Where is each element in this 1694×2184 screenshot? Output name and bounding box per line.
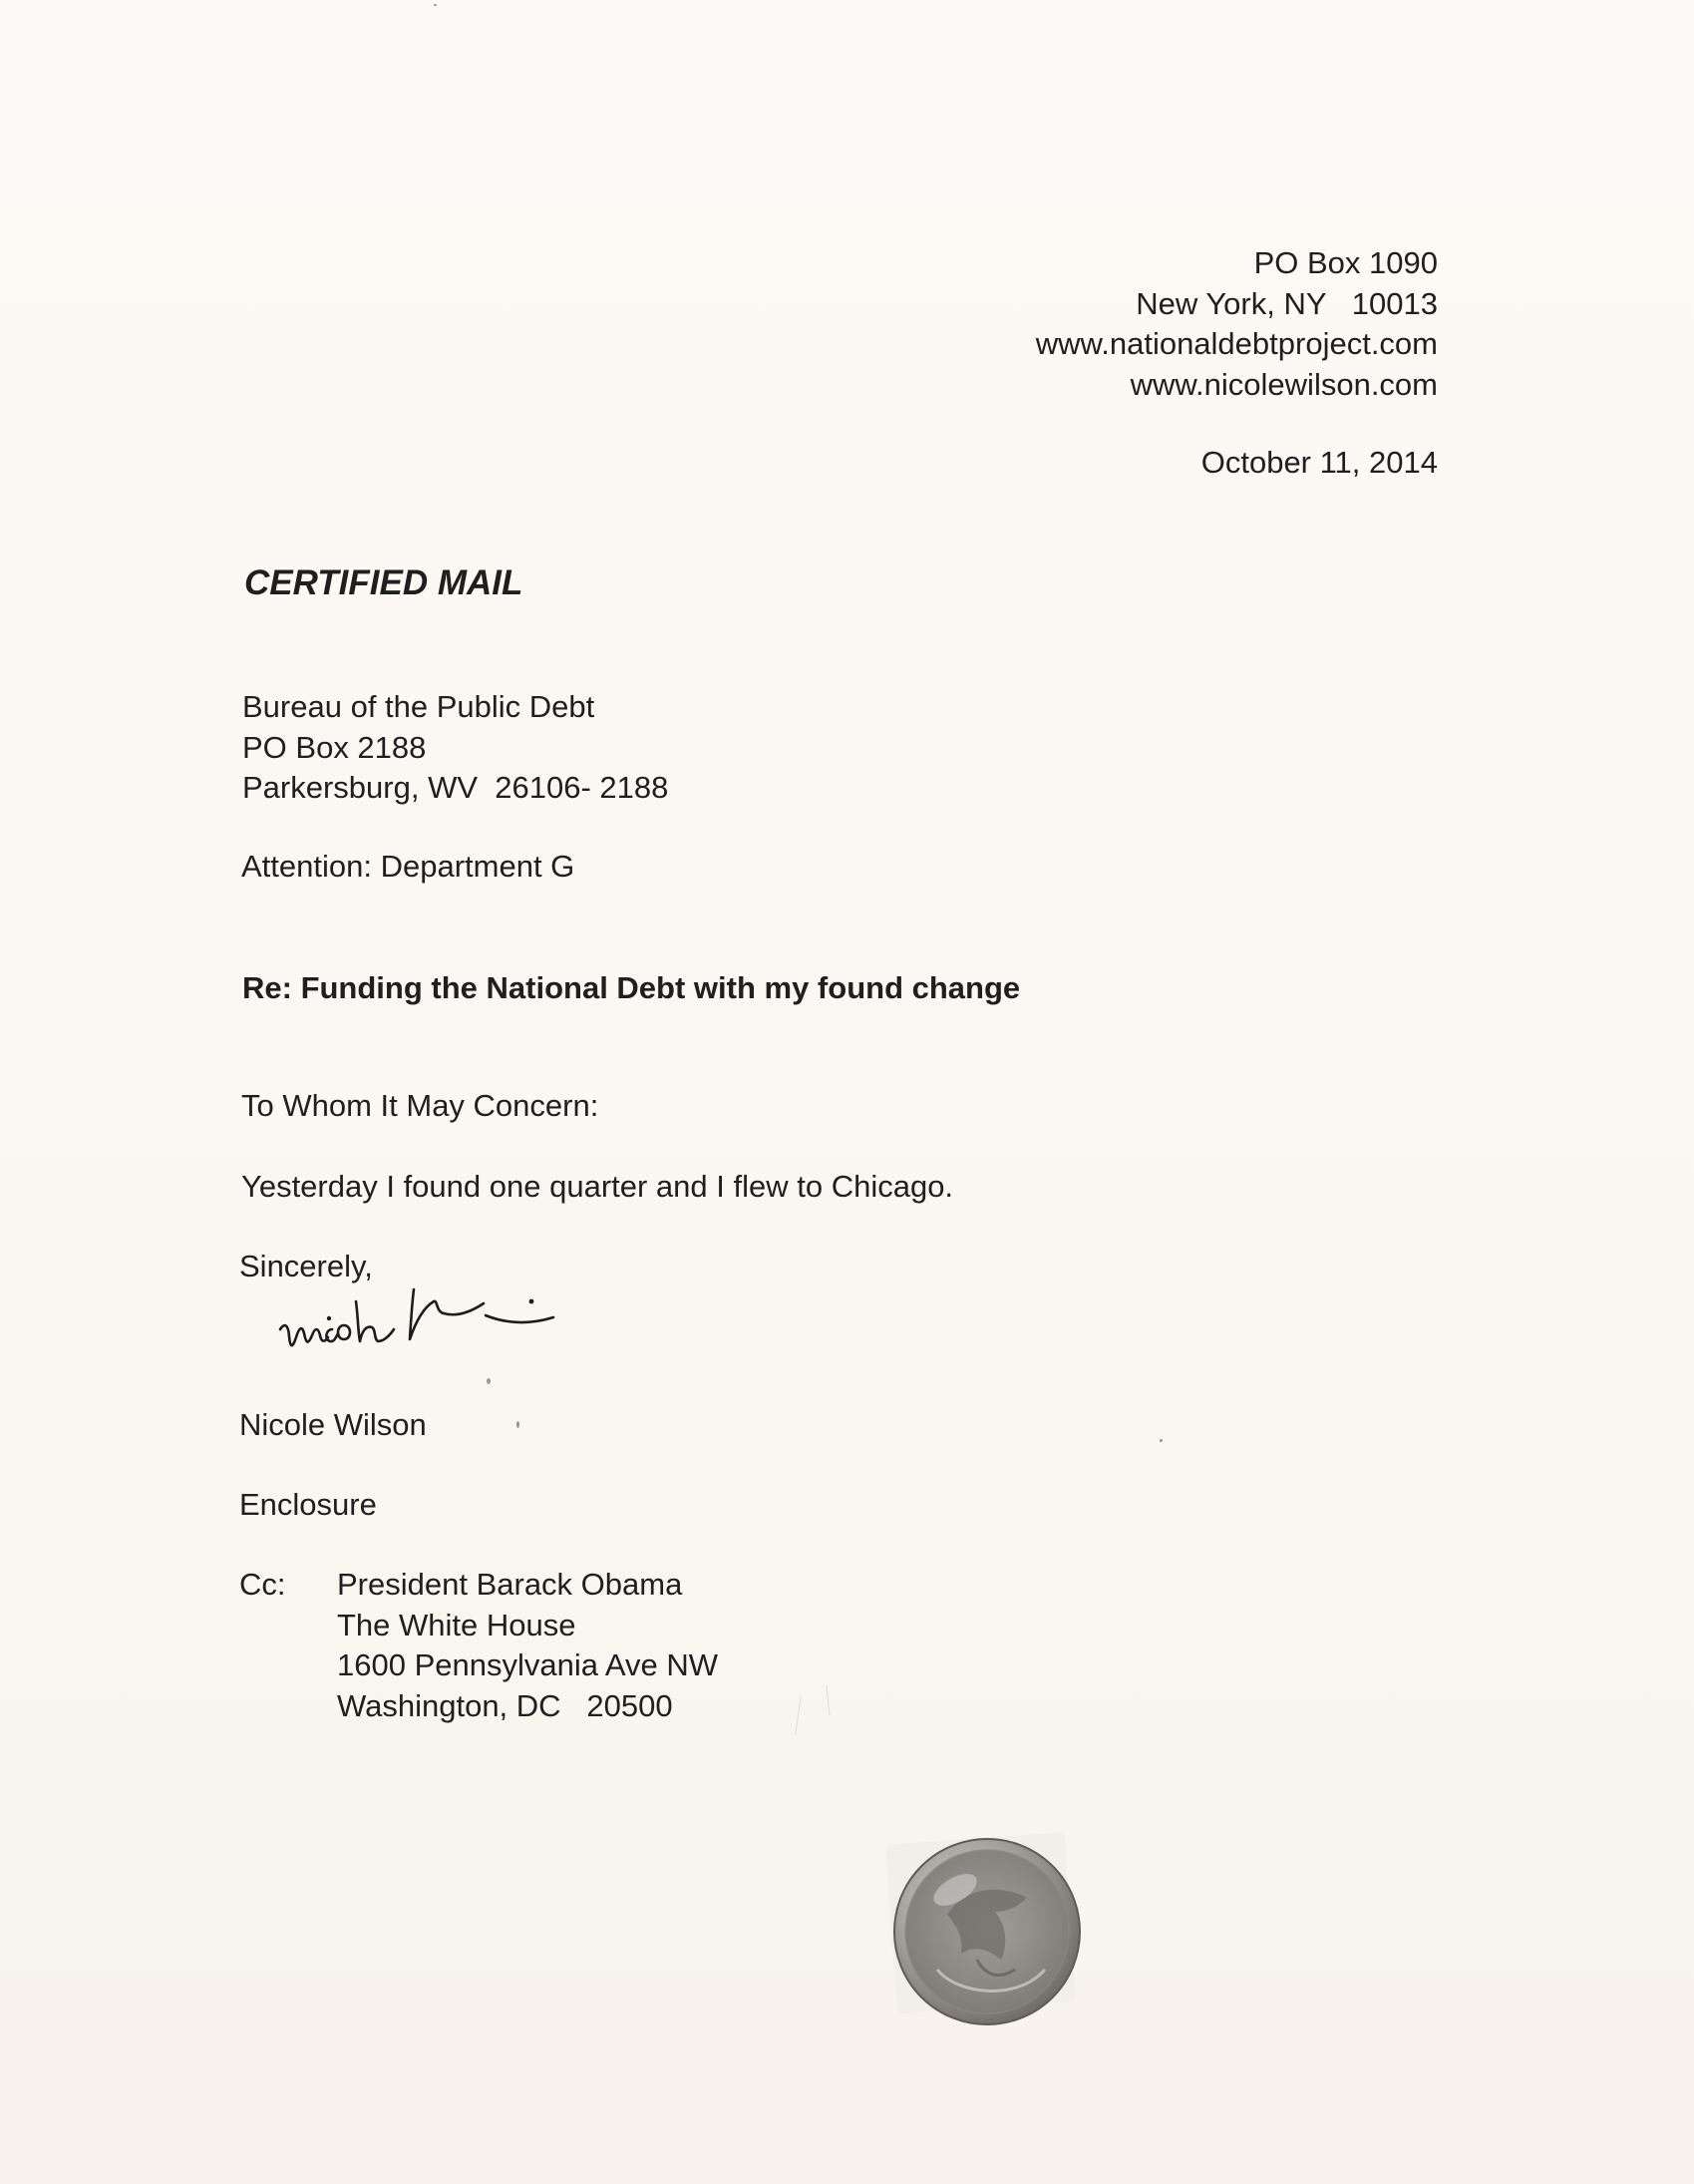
letter-body: Yesterday I found one quarter and I flew to Chicago. [241, 1169, 954, 1204]
sender-website-link: www.nicolewilson.com [1130, 366, 1438, 402]
cc-address-line: 1600 Pennsylvania Ave NW [337, 1647, 718, 1682]
paper-speck [487, 1378, 491, 1384]
certified-mail-notice: CERTIFIED MAIL [244, 563, 523, 602]
recipient-address-line: Bureau of the Public Debt [242, 689, 595, 724]
salutation: To Whom It May Concern: [241, 1088, 599, 1123]
sender-address [1036, 243, 1438, 405]
enclosure-note: Enclosure [239, 1487, 377, 1522]
recipient-address [242, 687, 668, 809]
paper-crease [826, 1685, 830, 1715]
cc-address [337, 1565, 718, 1726]
sender-website-link: www.nationaldebtproject.com [1035, 326, 1438, 361]
recipient-address-line: PO Box 2188 [242, 729, 427, 765]
subject-line: Re: Funding the National Debt with my found change [242, 970, 1021, 1005]
quarter-coin-icon [877, 1820, 1097, 2039]
sender-address-line: PO Box 1090 [1253, 245, 1438, 280]
attention-line: Attention: Department G [241, 849, 575, 884]
paper-crease [795, 1695, 802, 1735]
handwritten-signature-icon [274, 1281, 623, 1371]
paper-speck [516, 1421, 519, 1428]
cc-label: Cc: [239, 1567, 286, 1602]
paper-speck [1160, 1439, 1163, 1442]
paper-speck [434, 4, 437, 6]
cc-address-line: President Barack Obama [337, 1567, 683, 1602]
letter-date: October 11, 2014 [1200, 445, 1438, 480]
signatory-name: Nicole Wilson [239, 1407, 427, 1442]
cc-address-line: Washington, DC 20500 [337, 1687, 673, 1723]
cc-address-line: The White House [337, 1607, 576, 1642]
closing: Sincerely, [239, 1249, 373, 1283]
recipient-address-line: Parkersburg, WV 26106- 2188 [242, 770, 669, 805]
sender-address-line: New York, NY 10013 [1136, 285, 1438, 321]
